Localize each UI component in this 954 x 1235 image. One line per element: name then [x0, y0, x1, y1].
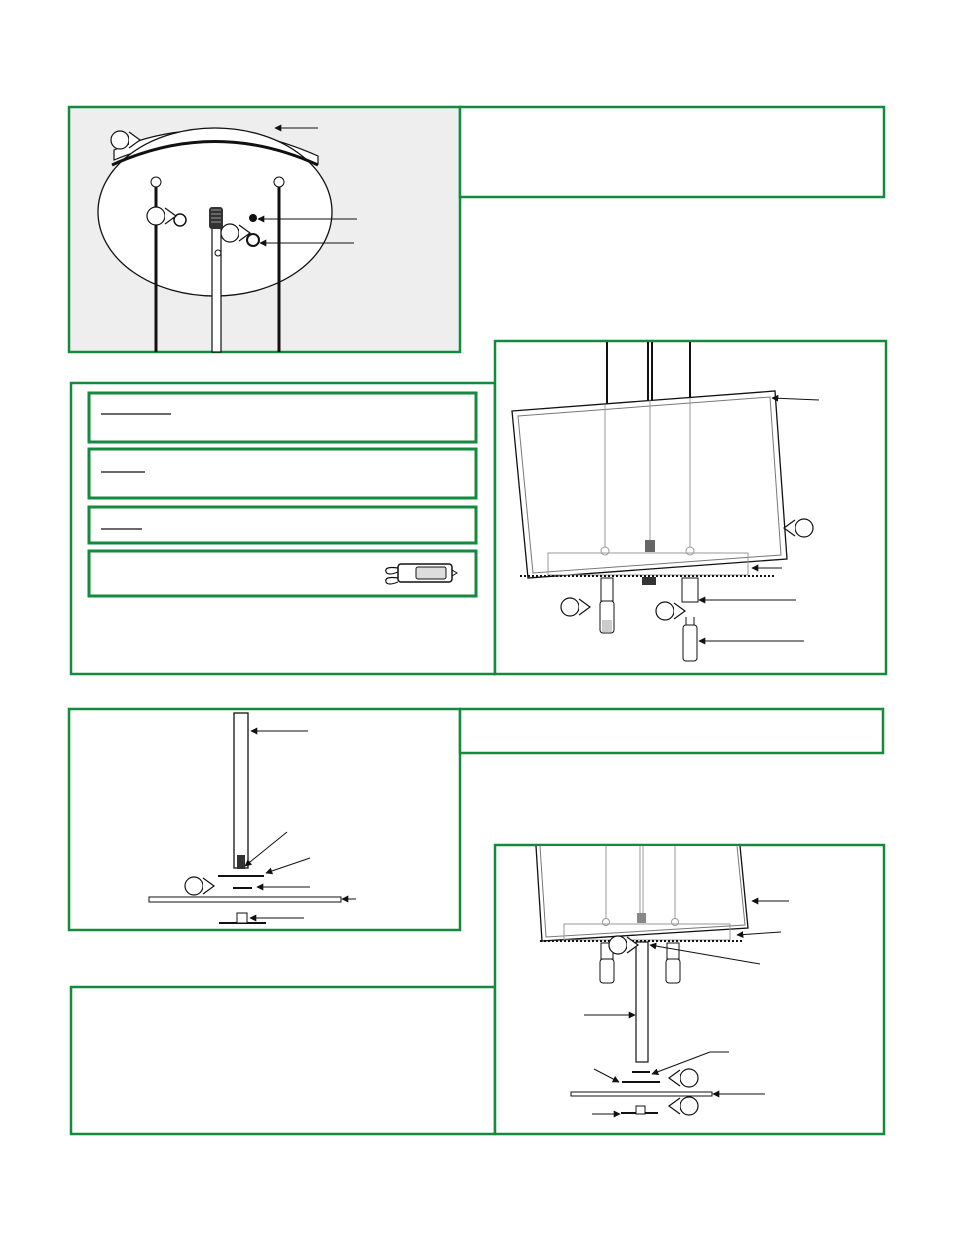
warning-box	[89, 507, 476, 543]
finial-instructions-box	[460, 709, 883, 753]
finial-parts-panel	[69, 709, 460, 930]
warning-panel	[71, 383, 495, 674]
shade-view-panel	[495, 341, 886, 674]
warning-box	[89, 551, 476, 596]
canopy-instructions-box	[460, 107, 884, 197]
warning-box	[89, 449, 476, 498]
canopy-view-panel	[69, 107, 460, 352]
warning-box	[89, 393, 476, 442]
bottom-text-panel	[71, 987, 495, 1134]
final-assembly-panel	[495, 845, 884, 1134]
